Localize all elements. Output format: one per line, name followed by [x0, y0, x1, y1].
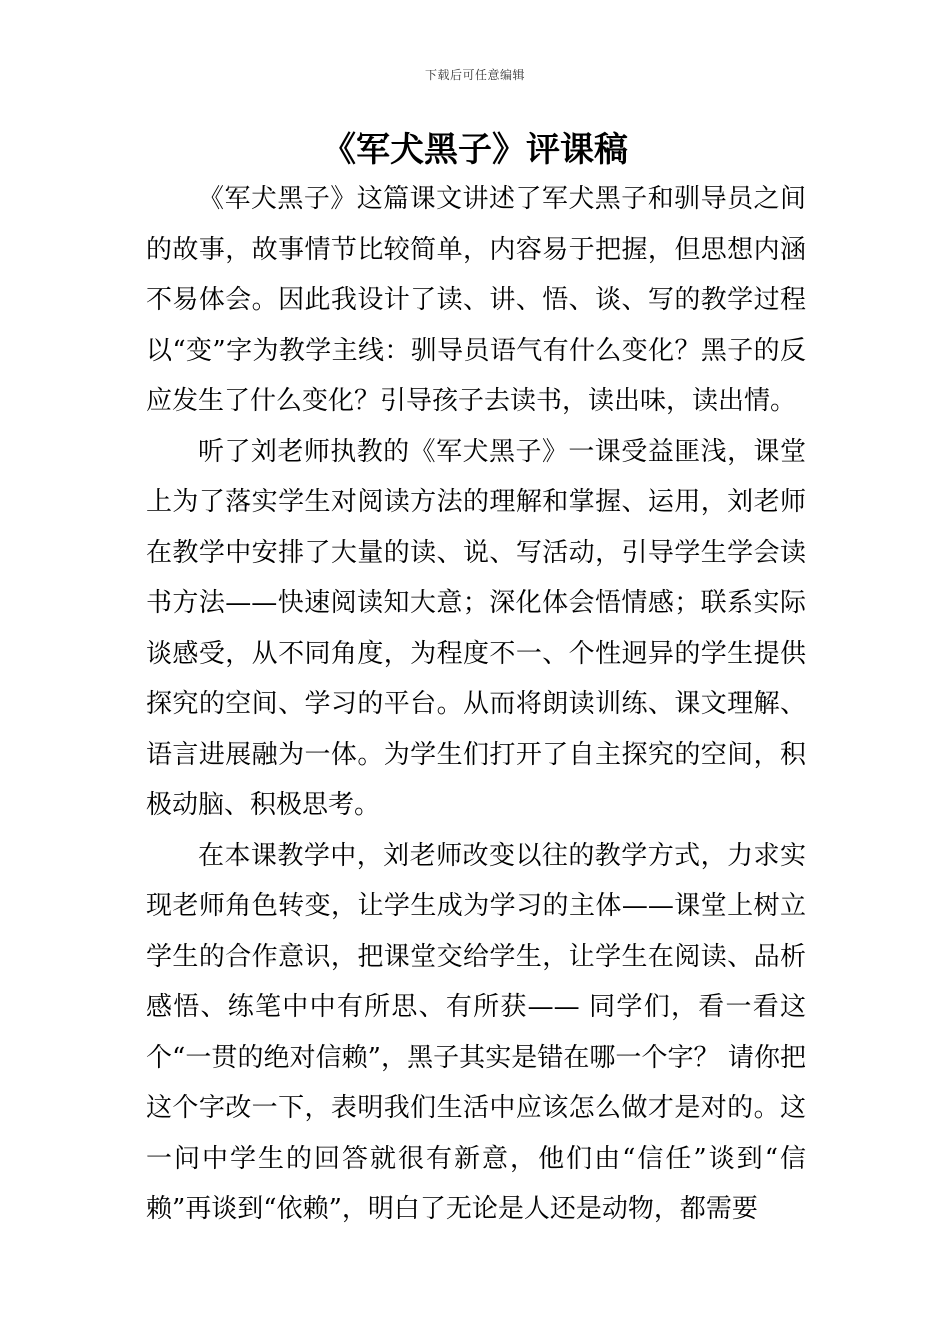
paragraph-1: 《军犬黑子》这篇课文讲述了军犬黑子和驯导员之间的故事，故事情节比较简单，内容易于把握，但思想内涵不易体会。因此我设计了读、讲、悟、谈、写的教学过程以“变”字为教学主线：驯导员语气有什么变化？黑子的反应发生了什么变化？引导孩子去读书，读出味，读出情。: [146, 184, 806, 416]
paragraph-3: 在本课教学中，刘老师改变以往的教学方式，力求实现老师角色转变，让学生成为学习的主体——课堂上树立学生的合作意识，把课堂交给学生，让学生在阅读、品析感悟、练笔中中有所思、有所获—— 同学们，看一看这个“一贯的绝对信赖”，黑子其实是错在哪一个字？ 请你把这个字改一下，表明我们生活中应该怎么做才是对的。这一问中学生的回答就很有新意，他们由“信任”谈到“信赖”再谈到“依赖”，明白了无论是人还是动物，都需要: [146, 840, 806, 1224]
header-note: 下载后可任意编辑: [424, 68, 525, 82]
document-title: 《军犬黑子》评课稿: [322, 130, 628, 170]
document-body: [146, 174, 806, 1235]
paragraph-2: 听了刘老师执教的《军犬黑子》一课受益匪浅，课堂上为了落实学生对阅读方法的理解和掌握、运用，刘老师在教学中安排了大量的读、说、写活动，引导学生学会读书方法——快速阅读知大意；深化体会悟情感；联系实际谈感受，从不同角度，为程度不一、个性迥异的学生提供探究的空间、学习的平台。从而将朗读训练、课文理解、语言进展融为一体。为学生们打开了自主探究的空间，积极动脑、积极思考。: [146, 436, 806, 820]
